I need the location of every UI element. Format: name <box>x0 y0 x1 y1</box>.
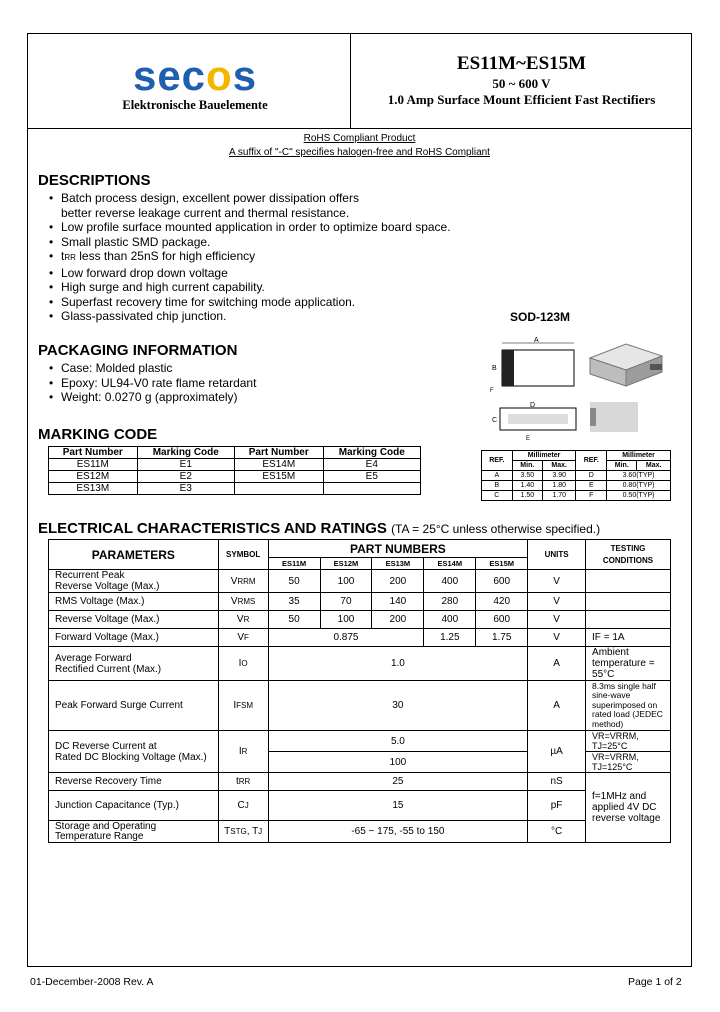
list-item: • Low forward drop down voltage <box>49 266 479 281</box>
logo-subtitle: Elektronische Bauelemente <box>122 98 268 112</box>
list-item: • Weight: 0.0270 g (approximately) <box>49 390 449 405</box>
table-row: Recurrent Peak Reverse Voltage (Max.) VRRM 50 100 200 400 600 V <box>49 570 671 593</box>
svg-text:A: A <box>534 337 539 344</box>
table-row: Average Forward Rectified Current (Max.) IO 1.0 A Ambient temperature = 55°C <box>49 647 671 681</box>
product-subtitle: 1.0 Amp Surface Mount Efficient Fast Rectifiers <box>387 92 656 107</box>
company-logo <box>95 52 295 113</box>
package-drawing <box>486 330 686 448</box>
bottom-view-icon <box>590 402 638 432</box>
table-row: RMS Voltage (Max.) VRMS 35 70 140 280 420 V <box>49 593 671 611</box>
svg-text:C: C <box>492 417 498 424</box>
side-view-icon <box>492 402 576 442</box>
packaging-list <box>49 361 449 405</box>
table-row: Peak Forward Surge Current IFSM 30 A 8.3ms single half sine-wave superimposed on rated load (JEDEC method) <box>49 681 671 731</box>
list-item: • Case: Molded plastic <box>49 361 449 376</box>
voltage-range: 50 ~ 600 V <box>492 76 551 91</box>
dimensions-table: REF. Millimeter REF. Millimeter Min. Max. Min. Max. A 3.50 3.90 D 3.60(TYP) B 1.40 1.80 E 0.80(TYP) C 1.50 1.70 F 0.50(TYP) <box>481 450 671 501</box>
top-view-icon <box>490 337 574 394</box>
revision-date: 01-December-2008 Rev. A <box>30 976 154 988</box>
document-title: ES11M~ES15M <box>456 53 587 74</box>
electrical-table: PARAMETERS SYMBOL PART NUMBERS UNITS TESTING CONDITIONS ES11M ES12M ES13M ES14M ES15M Recurrent Peak Reverse Voltage (Max.) VRRM 50 100 200 400 600 V RMS Voltage (Max.) VRMS 35 70 140 280 420 V Reverse Voltage (Max.) VR 50 100 200 400 600 V Forward Voltage (Max.) VF 0.875 1.25 1.75 V IF = 1A Average Forward Rectified Current (Max.) IO 1.0 A Ambient temperature = 55°C Peak Forward Surge Current IFSM 30 A 8.3ms single half sine-wave superimposed on rated load (JEDEC method) DC Reverse Current at Rated DC Blocking Voltage (Max.) IR 5.0 µA VR=VRRM, TJ=25°C 100 VR=VRRM, TJ=125°C Reverse Recovery Time tRR 25 nS f=1MHz and applied 4V DC reverse voltage Junction Capacitance (Typ.) CJ 15 pF Storage and Operating Temperature Range TSTG, TJ -65 ~ 175, -55 to 150 °C <box>48 539 671 843</box>
table-row: DC Reverse Current at Rated DC Blocking Voltage (Max.) IR 5.0 µA VR=VRRM, TJ=25°C <box>49 731 671 752</box>
list-item: • High surge and high current capability. <box>49 280 479 295</box>
list-item: • Epoxy: UL94-V0 rate flame retardant <box>49 376 449 391</box>
list-item: • Low profile surface mounted application in order to optimize board space. <box>49 220 479 235</box>
table-row: C 1.50 1.70 F 0.50(TYP) <box>482 491 671 501</box>
table-row: ES12M E2 ES15M E5 <box>49 471 421 483</box>
table-row: ES13M E3 <box>49 483 421 495</box>
svg-text:E: E <box>526 436 531 442</box>
logo-wordmark: secos <box>132 52 258 99</box>
halogen-free-note: A suffix of "-C" specifies halogen-free and RoHS Compliant <box>229 147 490 158</box>
list-item: • tRR less than 25nS for high efficiency <box>49 249 479 266</box>
list-item: • Small plastic SMD package. <box>49 235 479 250</box>
svg-text:F: F <box>490 388 494 394</box>
list-item: • Superfast recovery time for switching mode application. <box>49 295 479 310</box>
list-item: • Glass-passivated chip junction. <box>49 309 479 324</box>
packaging-heading: PACKAGING INFORMATION <box>38 342 238 359</box>
document-title-block <box>351 52 692 108</box>
table-row: Reverse Voltage (Max.) VR 50 100 200 400 600 V <box>49 611 671 629</box>
svg-text:D: D <box>530 402 536 409</box>
table-row: B 1.40 1.80 E 0.80(TYP) <box>482 481 671 491</box>
electrical-heading: ELECTRICAL CHARACTERISTICS AND RATINGS (TA = 25°C unless otherwise specified.) <box>38 520 601 537</box>
table-row: 100 VR=VRRM, TJ=125°C <box>49 752 671 773</box>
table-row: Storage and Operating Temperature Range TSTG, TJ -65 ~ 175, -55 to 150 °C <box>49 821 671 843</box>
header-divider <box>27 128 692 129</box>
svg-text:B: B <box>492 365 497 372</box>
descriptions-list <box>49 191 479 324</box>
list-item: • Batch process design, excellent power dissipation offers better reverse leakage current and thermal resistance. <box>49 191 479 220</box>
table-row: Reverse Recovery Time tRR 25 nS f=1MHz and applied 4V DC reverse voltage <box>49 773 671 791</box>
page-number: Page 1 of 2 <box>628 976 682 988</box>
table-row: ES11M E1 ES14M E4 <box>49 459 421 471</box>
table-row: A 3.50 3.90 D 3.60(TYP) <box>482 471 671 481</box>
table-row: Junction Capacitance (Typ.) CJ 15 pF <box>49 791 671 821</box>
marking-table: Part Number Marking Code Part Number Marking Code ES11M E1 ES14M E4 ES12M E2 ES15M E5 ES13M E3 <box>48 446 421 495</box>
descriptions-heading: DESCRIPTIONS <box>38 172 151 189</box>
electrical-condition: (TA = 25°C unless otherwise specified.) <box>391 522 601 536</box>
3d-view-icon <box>590 344 662 386</box>
marking-heading: MARKING CODE <box>38 426 158 443</box>
package-name: SOD-123M <box>510 310 571 324</box>
rohs-note: RoHS Compliant Product <box>303 133 416 144</box>
table-row: Forward Voltage (Max.) VF 0.875 1.25 1.75 V IF = 1A <box>49 629 671 647</box>
